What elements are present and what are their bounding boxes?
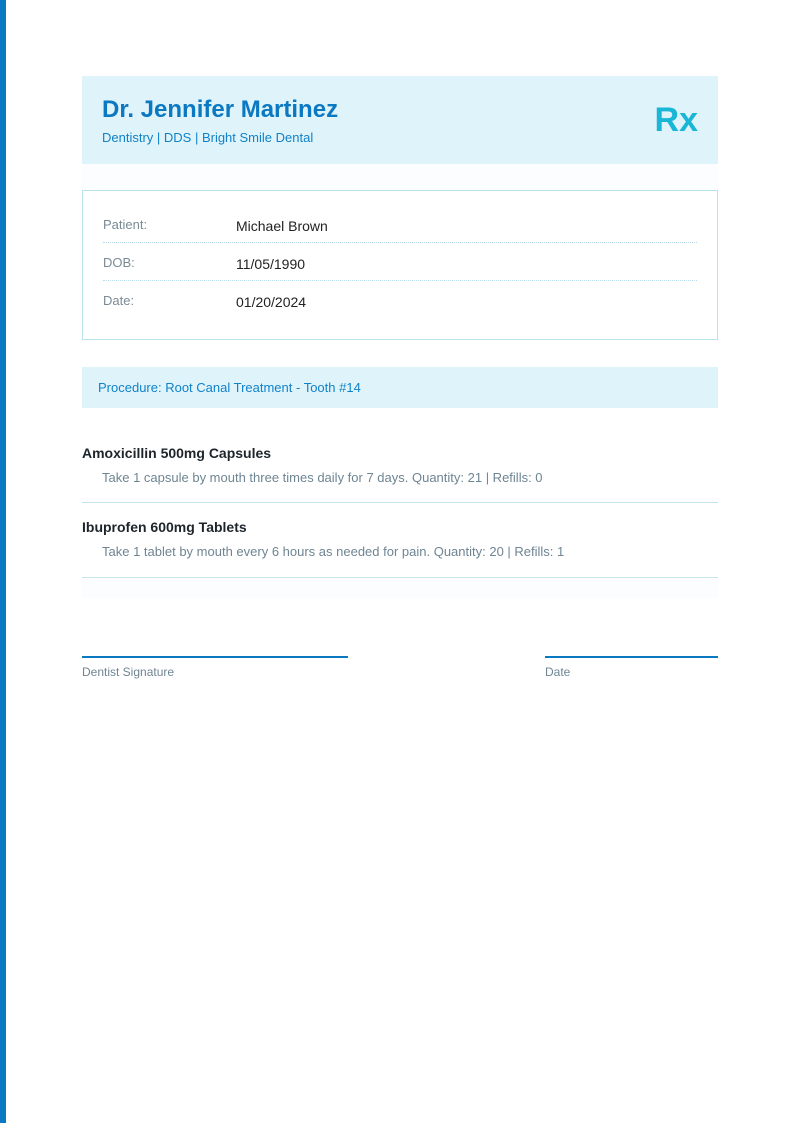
procedure-banner: Procedure: Root Canal Treatment - Tooth #14	[82, 367, 718, 408]
patient-info-box	[82, 190, 718, 340]
medication-instructions: Take 1 capsule by mouth three times daily for 7 days. Quantity: 21 | Refills: 0	[102, 470, 543, 485]
dob-row	[103, 243, 697, 281]
dob-value: 11/05/1990	[236, 256, 306, 272]
doctor-credentials: Dentistry | DDS | Bright Smile Dental	[102, 130, 314, 145]
signature-line	[82, 656, 348, 658]
signature-area	[82, 656, 718, 736]
date-row	[103, 281, 697, 319]
doctor-name: Dr. Jennifer Martinez	[102, 96, 339, 123]
prescription-header	[82, 76, 718, 164]
medication-name: Ibuprofen 600mg Tablets	[82, 519, 247, 535]
patient-row	[103, 205, 697, 243]
medication-spacer	[82, 578, 718, 598]
medication-item	[82, 444, 718, 503]
patient-value: Michael Brown	[236, 218, 328, 234]
dob-label: DOB:	[103, 255, 135, 270]
medication-list	[82, 444, 718, 578]
prescription-page	[82, 76, 718, 736]
date-line-label: Date	[545, 665, 571, 679]
medication-name: Amoxicillin 500mg Capsules	[82, 445, 272, 461]
signature-label: Dentist Signature	[82, 665, 175, 679]
patient-label: Patient:	[103, 217, 148, 232]
left-accent-bar	[0, 0, 6, 1123]
date-label: Date:	[103, 293, 135, 308]
rx-symbol: Rx	[654, 101, 698, 139]
medication-instructions: Take 1 tablet by mouth every 6 hours as needed for pain. Quantity: 20 | Refills: 1	[102, 544, 565, 559]
date-value: 01/20/2024	[236, 294, 307, 310]
header-spacer	[82, 164, 718, 190]
date-line	[545, 656, 718, 658]
medication-item	[82, 518, 718, 578]
